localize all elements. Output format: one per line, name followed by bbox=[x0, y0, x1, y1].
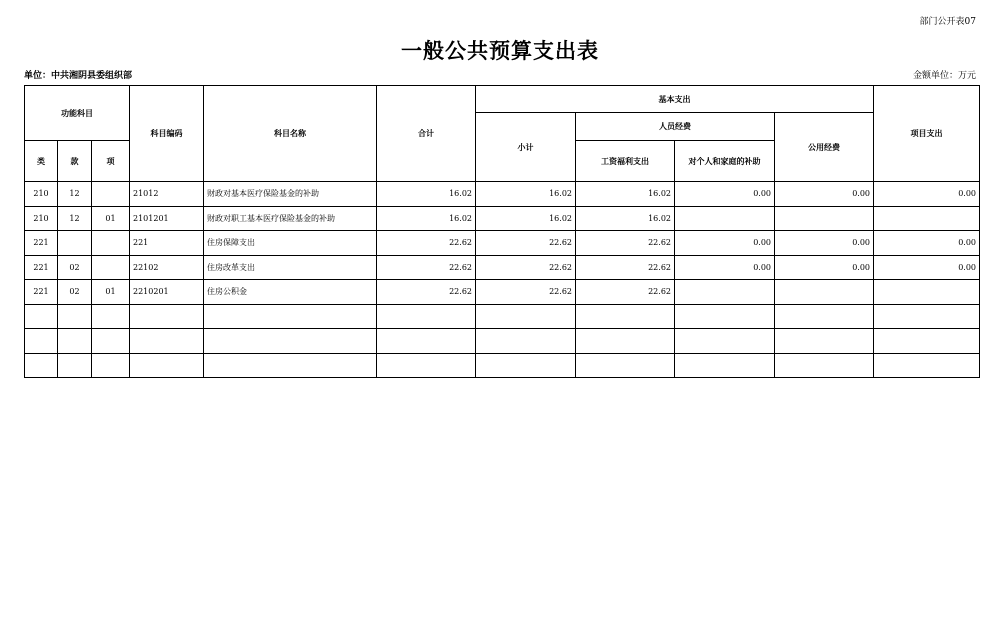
cell-lei: 221 bbox=[25, 231, 58, 256]
cell-code: 21012 bbox=[130, 182, 204, 207]
cell-individual: 0.00 bbox=[675, 231, 775, 256]
cell-public bbox=[775, 280, 874, 305]
cell-name: 住房公积金 bbox=[204, 280, 377, 305]
cell-name: 财政对职工基本医疗保险基金的补助 bbox=[204, 206, 377, 231]
header-func-subject: 功能科目 bbox=[25, 86, 130, 141]
cell-name: 财政对基本医疗保险基金的补助 bbox=[204, 182, 377, 207]
cell-salary: 22.62 bbox=[576, 231, 675, 256]
cell-total: 22.62 bbox=[377, 255, 476, 280]
page-title: 一般公共预算支出表 bbox=[401, 39, 599, 63]
cell-subtotal: 22.62 bbox=[476, 280, 576, 305]
header-lei: 类 bbox=[25, 141, 58, 182]
cell-public bbox=[775, 206, 874, 231]
cell-subtotal: 16.02 bbox=[476, 182, 576, 207]
cell-lei: 210 bbox=[25, 206, 58, 231]
cell-salary: 16.02 bbox=[576, 206, 675, 231]
cell-total: 16.02 bbox=[377, 206, 476, 231]
money-unit-label: 金额单位：万元 bbox=[912, 71, 976, 81]
cell-code: 2210201 bbox=[130, 280, 204, 305]
cell-project bbox=[874, 206, 980, 231]
header-total: 合计 bbox=[377, 86, 476, 182]
cell-subtotal: 16.02 bbox=[476, 206, 576, 231]
cell-individual: 0.00 bbox=[675, 255, 775, 280]
header-personnel: 人员经费 bbox=[576, 113, 775, 141]
header-project: 项目支出 bbox=[874, 86, 980, 182]
cell-public: 0.00 bbox=[775, 255, 874, 280]
cell-total: 16.02 bbox=[377, 182, 476, 207]
header-salary: 工资福利支出 bbox=[576, 141, 675, 182]
table-row bbox=[25, 206, 980, 231]
cell-xiang: 01 bbox=[92, 280, 130, 305]
cell-salary: 16.02 bbox=[576, 182, 675, 207]
header-public: 公用经费 bbox=[775, 113, 874, 182]
cell-public: 0.00 bbox=[775, 182, 874, 207]
cell-kuan: 12 bbox=[58, 182, 92, 207]
cell-code: 22102 bbox=[130, 255, 204, 280]
cell-xiang bbox=[92, 182, 130, 207]
form-number: 部门公开表07 bbox=[919, 17, 976, 27]
table-row bbox=[25, 231, 980, 256]
header-basic: 基本支出 bbox=[476, 86, 874, 113]
cell-xiang bbox=[92, 231, 130, 256]
header-individual: 对个人和家庭的补助 bbox=[675, 141, 775, 182]
cell-xiang bbox=[92, 255, 130, 280]
cell-kuan: 02 bbox=[58, 280, 92, 305]
cell-kuan: 02 bbox=[58, 255, 92, 280]
cell-kuan bbox=[58, 231, 92, 256]
cell-code: 2101201 bbox=[130, 206, 204, 231]
cell-name: 住房保障支出 bbox=[204, 231, 377, 256]
cell-project bbox=[874, 280, 980, 305]
cell-kuan: 12 bbox=[58, 206, 92, 231]
cell-salary: 22.62 bbox=[576, 280, 675, 305]
header-subject-name: 科目名称 bbox=[204, 86, 377, 182]
header-kuan: 款 bbox=[58, 141, 92, 182]
cell-xiang: 01 bbox=[92, 206, 130, 231]
budget-expenditure-table bbox=[24, 85, 980, 378]
table-row bbox=[25, 280, 980, 305]
cell-total: 22.62 bbox=[377, 280, 476, 305]
table-row bbox=[25, 182, 980, 207]
header-subtotal: 小计 bbox=[476, 113, 576, 182]
empty-row bbox=[25, 329, 980, 354]
empty-row bbox=[25, 304, 980, 329]
cell-project: 0.00 bbox=[874, 182, 980, 207]
cell-code: 221 bbox=[130, 231, 204, 256]
empty-row bbox=[25, 353, 980, 378]
cell-public: 0.00 bbox=[775, 231, 874, 256]
cell-individual bbox=[675, 206, 775, 231]
cell-individual: 0.00 bbox=[675, 182, 775, 207]
header-xiang: 项 bbox=[92, 141, 130, 182]
cell-lei: 210 bbox=[25, 182, 58, 207]
cell-salary: 22.62 bbox=[576, 255, 675, 280]
cell-project: 0.00 bbox=[874, 231, 980, 256]
unit-label: 单位：中共湘阴县委组织部 bbox=[24, 71, 133, 81]
cell-lei: 221 bbox=[25, 280, 58, 305]
cell-project: 0.00 bbox=[874, 255, 980, 280]
cell-individual bbox=[675, 280, 775, 305]
cell-total: 22.62 bbox=[377, 231, 476, 256]
header-subject-code: 科目编码 bbox=[130, 86, 204, 182]
cell-subtotal: 22.62 bbox=[476, 255, 576, 280]
table-row bbox=[25, 255, 980, 280]
cell-name: 住房改革支出 bbox=[204, 255, 377, 280]
cell-subtotal: 22.62 bbox=[476, 231, 576, 256]
cell-lei: 221 bbox=[25, 255, 58, 280]
